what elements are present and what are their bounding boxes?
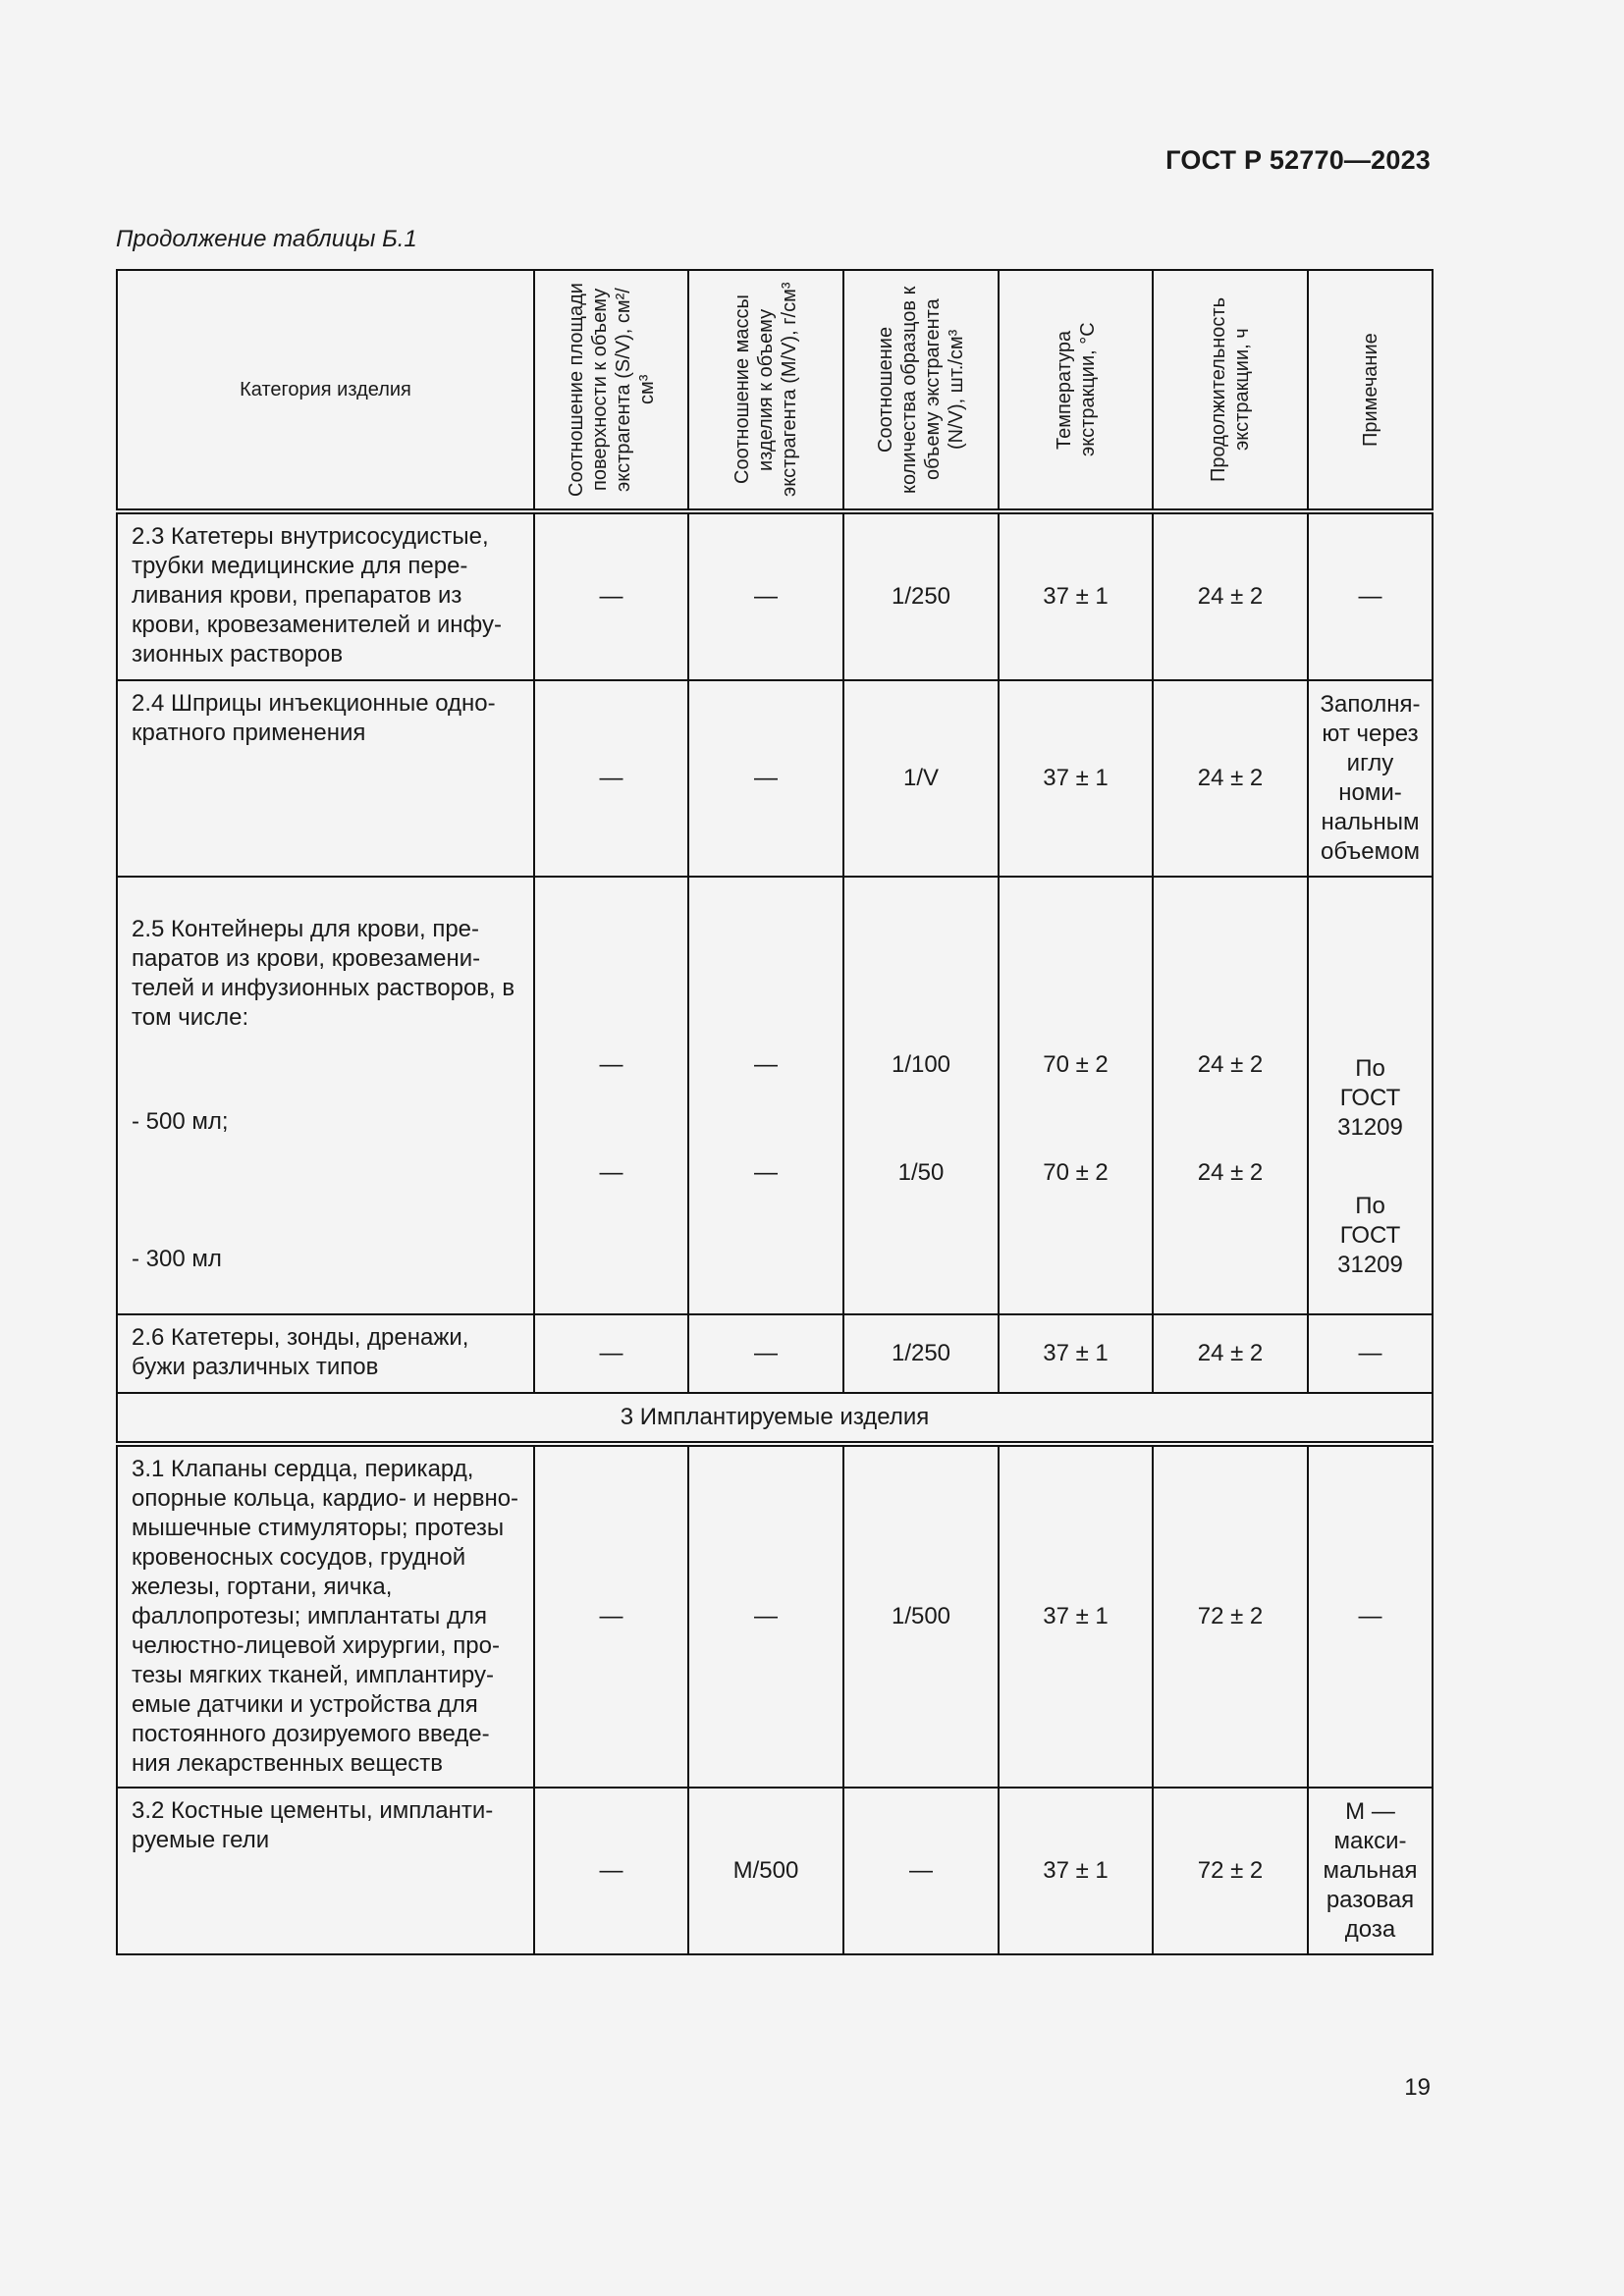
note-cell: Заполня-ют через иглу номи-нальным объемом [1308,680,1433,877]
table-continuation-caption: Продолжение таблицы Б.1 [116,226,417,252]
mv-cell: — [688,511,843,680]
sv-500: — [599,1051,623,1078]
note-cell [1308,877,1433,1314]
nv-500: 1/100 [891,1051,951,1078]
nv-cell: 1/V [843,680,999,877]
nv-cell: 1/500 [843,1444,999,1788]
mv-300: — [754,1159,778,1186]
header-sv: Соотношение площади поверхности к объему экстрагента (S/V), см²/см³ [534,270,688,511]
temperature-cell [999,877,1153,1314]
header-row [117,270,1433,511]
sv-cell: — [534,511,688,680]
temperature-cell: 37 ± 1 [999,680,1153,877]
header-duration: Продолжительность экстракции, ч [1153,270,1308,511]
sub-category-300: - 300 мл [132,1246,222,1272]
document-code: ГОСТ Р 52770—2023 [1165,145,1431,175]
extraction-table [116,269,1434,1955]
duration-cell: 24 ± 2 [1153,680,1308,877]
note-500: По ГОСТ 31209 [1337,1055,1403,1141]
header-note: Примечание [1308,270,1433,511]
sv-300: — [599,1159,623,1186]
category-intro: 2.5 Контейнеры для крови, пре-паратов из крови, кровезамени-телей и инфузионных растворов, в том числе: [132,916,515,1031]
nv-cell: — [843,1788,999,1954]
table-row [117,1444,1433,1788]
duration-300: 24 ± 2 [1197,1159,1264,1186]
mv-cell [688,877,843,1314]
note-cell: — [1308,511,1433,680]
nv-cell: 1/250 [843,511,999,680]
mv-cell: — [688,680,843,877]
temperature-cell: 37 ± 1 [999,1314,1153,1393]
section-row [117,1393,1433,1444]
section-title: 3 Имплантируемые изделия [117,1393,1433,1444]
header-nv: Соотношение количества образцов к объему экстрагента (N/V), шт./см³ [843,270,999,511]
sv-cell: — [534,1314,688,1393]
temperature-cell: 37 ± 1 [999,511,1153,680]
duration-cell: 24 ± 2 [1153,1314,1308,1393]
duration-500: 24 ± 2 [1197,1051,1264,1078]
category-cell: 2.6 Катетеры, зонды, дренажи, бужи различных типов [117,1314,534,1393]
category-cell: 3.1 Клапаны сердца, перикард, опорные кольца, кардио- и нервно-мышечные стимуляторы; протезы кровеносных сосудов, грудной железы, гортани, яичка, фаллопротезы; имплантаты для челюстно-лицевой хирургии, про-тезы мягких тканей, имплантиру-емые датчики и устройства для постоянного дозируемого введе-ния лекарственных веществ [117,1444,534,1788]
sv-cell: — [534,680,688,877]
header-category: Категория изделия [117,270,534,511]
table-row [117,680,1433,877]
temperature-500: 70 ± 2 [1043,1051,1109,1078]
table-row [117,1788,1433,1954]
category-cell: 2.3 Катетеры внутрисосудистые, трубки медицинские для пере-ливания крови, препаратов из крови, кровезаменителей и инфу-зионных растворов [117,511,534,680]
note-300: По ГОСТ 31209 [1337,1193,1403,1278]
header-temperature: Температура экстракции, °C [999,270,1153,511]
table-row [117,877,1433,1314]
duration-cell: 72 ± 2 [1153,1444,1308,1788]
duration-cell: 72 ± 2 [1153,1788,1308,1954]
temperature-cell: 37 ± 1 [999,1444,1153,1788]
header-mv: Соотношение массы изделия к объему экстрагента (M/V), г/см³ [688,270,843,511]
mv-500: — [754,1051,778,1078]
temperature-cell: 37 ± 1 [999,1788,1153,1954]
nv-cell: 1/250 [843,1314,999,1393]
duration-cell [1153,877,1308,1314]
note-cell: M — макси-мальная разовая доза [1308,1788,1433,1954]
mv-cell: — [688,1314,843,1393]
note-cell: — [1308,1314,1433,1393]
table-row [117,511,1433,680]
sv-cell: — [534,1788,688,1954]
mv-cell: — [688,1444,843,1788]
nv-300: 1/50 [897,1159,945,1186]
sub-category-500: - 500 мл; [132,1108,229,1135]
temperature-300: 70 ± 2 [1043,1159,1109,1186]
nv-cell [843,877,999,1314]
table-row [117,1314,1433,1393]
note-cell: — [1308,1444,1433,1788]
category-cell: 2.4 Шприцы инъекционные одно-кратного применения [117,680,534,877]
mv-cell: M/500 [688,1788,843,1954]
sv-cell [534,877,688,1314]
sv-cell: — [534,1444,688,1788]
duration-cell: 24 ± 2 [1153,511,1308,680]
category-cell [117,877,534,1314]
category-cell: 3.2 Костные цементы, импланти-руемые гели [117,1788,534,1954]
page-number: 19 [1404,2074,1431,2101]
